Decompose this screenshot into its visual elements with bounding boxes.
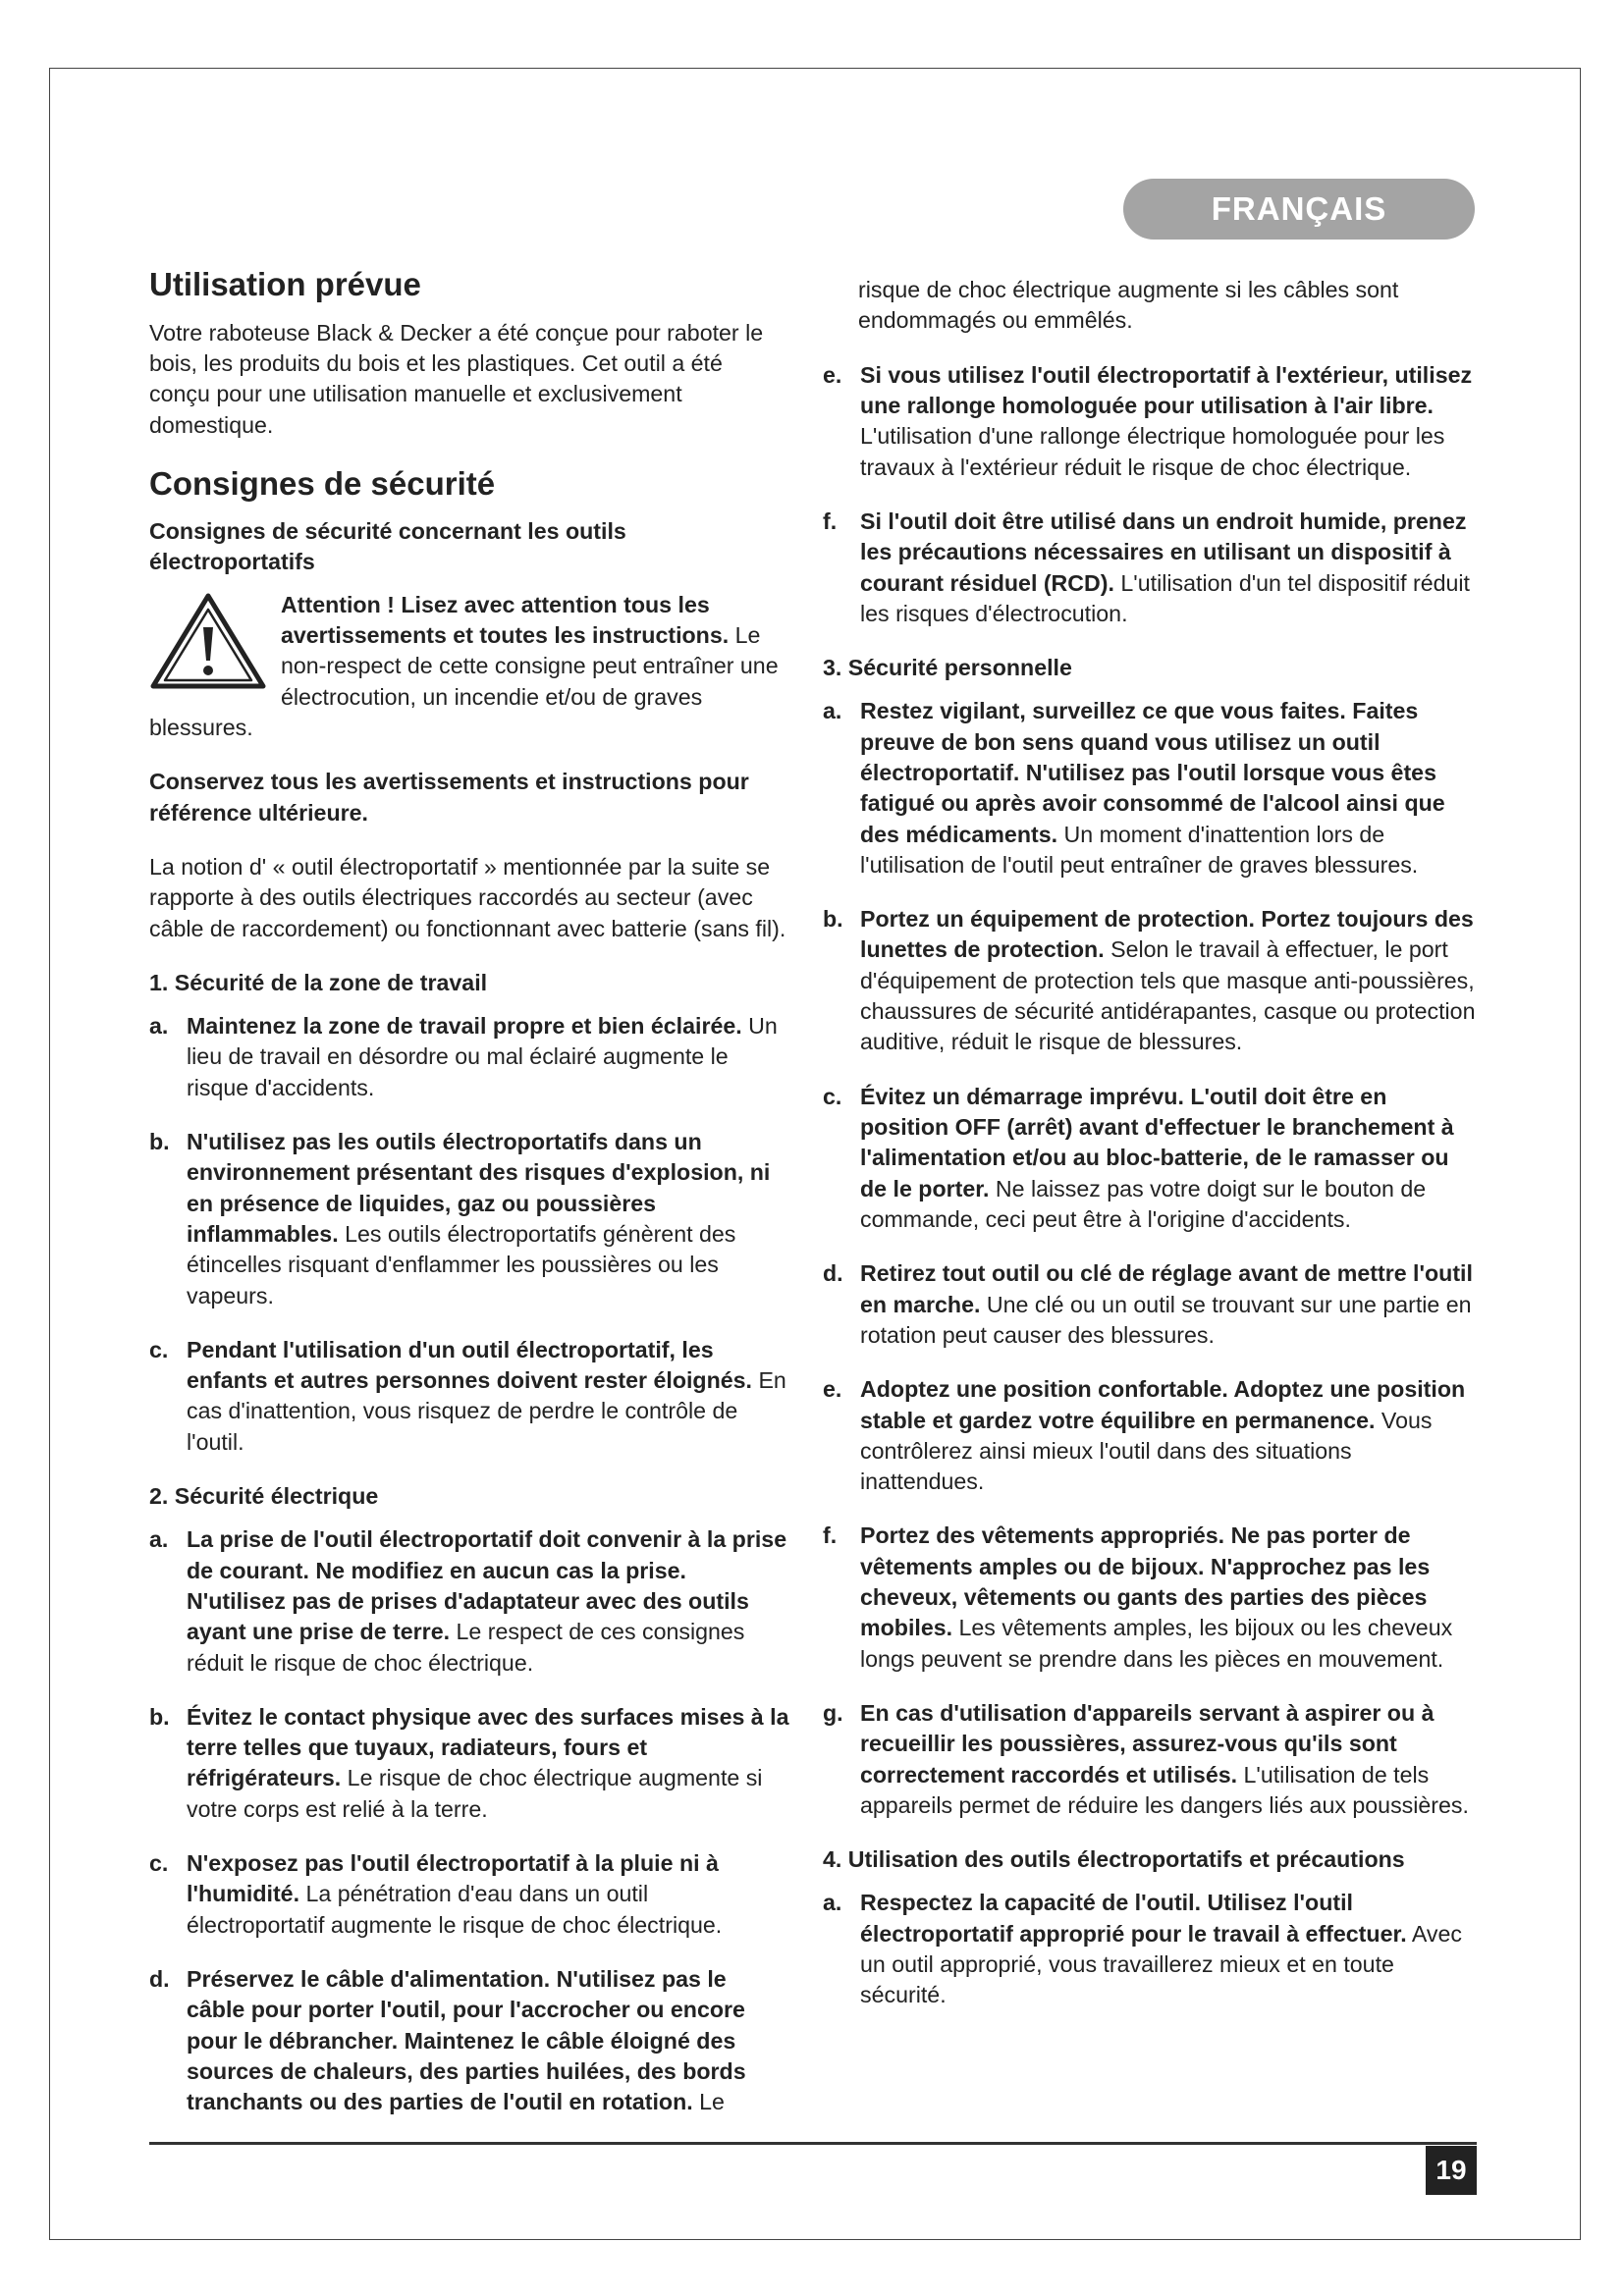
heading-intended-use: Utilisation prévue (149, 266, 421, 302)
list-item (149, 1127, 789, 1311)
list-item (823, 1082, 1479, 1236)
item-bold: Maintenez la zone de travail propre et bien éclairée. (187, 1013, 742, 1040)
item-bold: Préservez le câble d'alimentation. N'utilisez pas le câble pour porter l'outil, pour l'accrocher ou encore pour le débrancher. Maintenez le câble éloigné des sources de chaleurs, des parties huilées, des bords tranchants ou des parties de l'outil en rotation. (187, 1966, 746, 2115)
item-label: a. (823, 698, 842, 724)
list-item (149, 1524, 789, 1679)
list-item (823, 696, 1479, 881)
warning-triangle-icon (149, 592, 267, 690)
item-text: Le risque de choc électrique augmente si votre corps est relié à la terre. (187, 1765, 763, 1822)
item-bold: Si l'outil doit être utilisé dans un endroit humide, prenez les précautions nécessaires en utilisant un dispositif à courant résiduel (RCD). (860, 507, 1467, 596)
language-tab: FRANÇAIS (1123, 179, 1475, 240)
item-text: Le respect de ces consignes réduit le risque de choc électrique. (187, 1619, 745, 1676)
item-text: L'utilisation de tels appareils permet de réduire les dangers liés aux poussières. (860, 1761, 1469, 1818)
item-bold: La prise de l'outil électroportatif doit convenir à la prise de courant. Ne modifiez en aucun cas la prise. N'utilisez pas de prises d'adaptateur avec des outils ayant une prise de terre. (187, 1526, 787, 1645)
list-item (823, 1888, 1479, 2010)
right-column (823, 275, 1479, 2035)
keep-instructions: Conservez tous les avertissements et instructions pour référence ultérieure. (149, 769, 749, 826)
item-label: g. (823, 1700, 843, 1727)
item-label: f. (823, 507, 838, 534)
list-item (149, 1848, 789, 1941)
page-number: 19 (1426, 2146, 1477, 2195)
item-text: L'utilisation d'un tel dispositif réduit les risques d'électrocution. (860, 569, 1470, 626)
list-item (823, 1698, 1479, 1821)
section-2-title: 2. Sécurité électrique (149, 1483, 379, 1510)
item-label: b. (149, 1128, 170, 1154)
item-bold: Respectez la capacité de l'outil. Utilisez l'outil électroportatif approprié pour le travail à effectuer. (860, 1890, 1407, 1947)
item-bold: Retirez tout outil ou clé de réglage avant de mettre l'outil en marche. (860, 1260, 1473, 1317)
list-item (149, 1964, 789, 2118)
list-item (823, 1258, 1479, 1351)
item-text: Le (692, 2089, 725, 2115)
item-label: e. (823, 1376, 842, 1403)
warning-block (149, 590, 789, 744)
item-label: d. (823, 1260, 843, 1287)
item-text: L'utilisation d'une rallonge électrique homologuée pour les travaux à l'extérieur réduit le risque de choc électrique. (860, 423, 1445, 480)
item-text: Selon le travail à effectuer, le port d'équipement de protection tels que masque anti-poussières, chaussures de sécurité antidérapantes, casque ou protection auditive, réduit le risque de blessures. (860, 936, 1476, 1055)
item-bold: Si vous utilisez l'outil électroportatif à l'extérieur, utilisez une rallonge homologuée pour utilisation à l'air libre. (860, 361, 1473, 418)
item-label: f. (823, 1522, 838, 1549)
item-bold: Portez un équipement de protection. Portez toujours des lunettes de protection. (860, 906, 1474, 963)
section-3-title: 3. Sécurité personnelle (823, 655, 1072, 681)
footer-rule (149, 2142, 1477, 2145)
item-bold: Portez des vêtements appropriés. Ne pas porter de vêtements amples ou de bijoux. N'approchez pas les cheveux, vêtements ou gants des parties des pièces mobiles. (860, 1522, 1431, 1641)
item-text: En cas d'inattention, vous risquez de perdre le contrôle de l'outil. (187, 1367, 786, 1455)
item-bold: En cas d'utilisation d'appareils servant à aspirer ou à recueillir les poussières, assurez-vous qu'ils sont correctement raccordés et utilisés. (860, 1700, 1435, 1788)
list-item (149, 1702, 789, 1825)
list-item (823, 1374, 1479, 1497)
item-text: Les vêtements amples, les bijoux ou les cheveux longs peuvent se prendre dans les pièces en mouvement. (860, 1615, 1453, 1672)
item-bold: Évitez un démarrage imprévu. L'outil doit être en position OFF (arrêt) avant d'effectuer le branchement à l'alimentation et/ou au bloc-batterie, de le ramasser ou de le porter. (860, 1083, 1454, 1201)
item-label: c. (149, 1336, 169, 1362)
item-text: Vous contrôlerez ainsi mieux l'outil dans des situations inattendues. (860, 1407, 1433, 1495)
list-item (149, 1011, 789, 1103)
list-item (149, 1335, 789, 1458)
item-text: Avec un outil approprié, vous travaillerez mieux et en toute sécurité. (860, 1920, 1462, 2008)
item-text: Une clé ou un outil se trouvant sur une partie en rotation peut causer des blessures. (860, 1291, 1472, 1348)
item-bold: N'utilisez pas les outils électroportatifs dans un environnement présentant des risques d'explosion, ni en présence de liquides, gaz ou poussières inflammables. (187, 1128, 771, 1247)
notion-text: La notion d' « outil électroportatif » mentionnée par la suite se rapporte à des outils électriques raccordés au secteur (avec câble de raccordement) ou fonctionnant avec batterie (sans fil). (149, 853, 786, 941)
item-text: Les outils électroportatifs génèrent des étincelles risquant d'enflammer les poussières ou les vapeurs. (187, 1220, 736, 1308)
item-text: Ne laissez pas votre doigt sur le bouton de commande, ceci peut être à l'origine d'accidents. (860, 1175, 1427, 1232)
item-bold: Adoptez une position confortable. Adoptez une position stable et gardez votre équilibre en permanence. (860, 1376, 1466, 1433)
warning-text: Le non-respect de cette consigne peut entraîner une électrocution, un incendie et/ou de graves blessures. (149, 622, 779, 740)
continued-text: risque de choc électrique augmente si les câbles sont endommagés ou emmêlés. (858, 277, 1399, 334)
item-label: e. (823, 361, 842, 388)
subheading-power-tools: Consignes de sécurité concernant les outils électroportatifs (149, 518, 626, 574)
item-label: c. (823, 1083, 842, 1109)
item-bold: Restez vigilant, surveillez ce que vous faites. Faites preuve de bon sens quand vous utilisez un outil électroportatif. N'utilisez pas l'outil lorsque vous êtes fatigué ou après avoir consommé de l'alcool ainsi que des médicaments. (860, 698, 1445, 847)
item-label: b. (823, 906, 843, 933)
item-bold: N'exposez pas l'outil électroportatif à la pluie ni à l'humidité. (187, 1850, 719, 1907)
heading-safety: Consignes de sécurité (149, 464, 496, 502)
item-bold: Évitez le contact physique avec des surfaces mises à la terre telles que tuyaux, radiateurs, fours et réfrigérateurs. (187, 1703, 789, 1791)
item-label: b. (149, 1703, 170, 1730)
item-bold: Pendant l'utilisation d'un outil électroportatif, les enfants et autres personnes doivent rester éloignés. (187, 1336, 752, 1394)
intended-use-text: Votre raboteuse Black & Decker a été conçue pour raboter le bois, les produits du bois et les plastiques. Cet outil a été conçu pour une utilisation manuelle et exclusivement domestique. (149, 319, 764, 438)
list-item (823, 1521, 1479, 1675)
section-1-title: 1. Sécurité de la zone de travail (149, 969, 488, 995)
list-item (823, 904, 1479, 1058)
item-label: a. (149, 1013, 169, 1040)
item-text: Un lieu de travail en désordre ou mal éclairé augmente le risque d'accidents. (187, 1013, 778, 1100)
item-text: La pénétration d'eau dans un outil électroportatif augmente le risque de choc électrique. (187, 1881, 723, 1938)
item-label: a. (823, 1890, 842, 1916)
item-label: c. (149, 1850, 169, 1877)
list-item (823, 507, 1479, 629)
section-4-title: 4. Utilisation des outils électroportatifs et précautions (823, 1846, 1405, 1873)
left-column (149, 265, 789, 2142)
item-label: a. (149, 1526, 169, 1553)
list-item (823, 360, 1479, 483)
item-text: Un moment d'inattention lors de l'utilisation de l'outil peut entraîner de graves blessures. (860, 821, 1419, 878)
warning-bold: Attention ! Lisez avec attention tous les avertissements et toutes les instructions. (281, 591, 730, 649)
item-label: d. (149, 1966, 170, 1992)
